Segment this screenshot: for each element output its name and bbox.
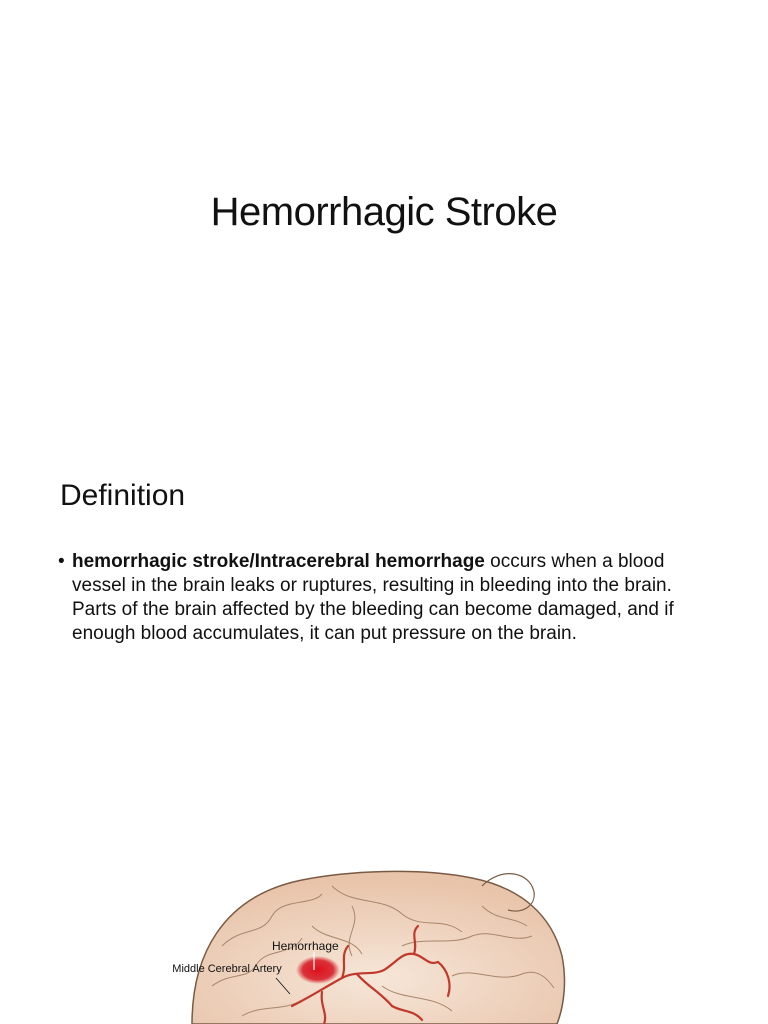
bullet-icon: •: [58, 551, 65, 572]
definition-heading: Definition: [60, 479, 186, 512]
hemorrhage-label: Hemorrhage: [272, 939, 339, 953]
brain-hemorrhage-illustration: [152, 866, 616, 1024]
definition-text: occurs when a blood vessel in the brain leaks or ruptures, resulting in bleeding into the brain. Parts of the brain affected by the bleeding can become damaged, and if enough blood accumulates, it can put pressure on the brain.: [72, 551, 674, 644]
hemorrhage-area: [296, 956, 340, 984]
slide-title: Hemorrhagic Stroke: [210, 190, 558, 234]
brain-illustration-graphic: [152, 866, 616, 1024]
definition-bullet: [58, 550, 718, 646]
middle-cerebral-artery-label: Middle Cerebral Artery: [172, 963, 282, 975]
brain-outline: [192, 871, 564, 1024]
definition-list: [58, 550, 718, 646]
definition-term: hemorrhagic stroke/Intracerebral hemorrhage: [72, 551, 485, 572]
